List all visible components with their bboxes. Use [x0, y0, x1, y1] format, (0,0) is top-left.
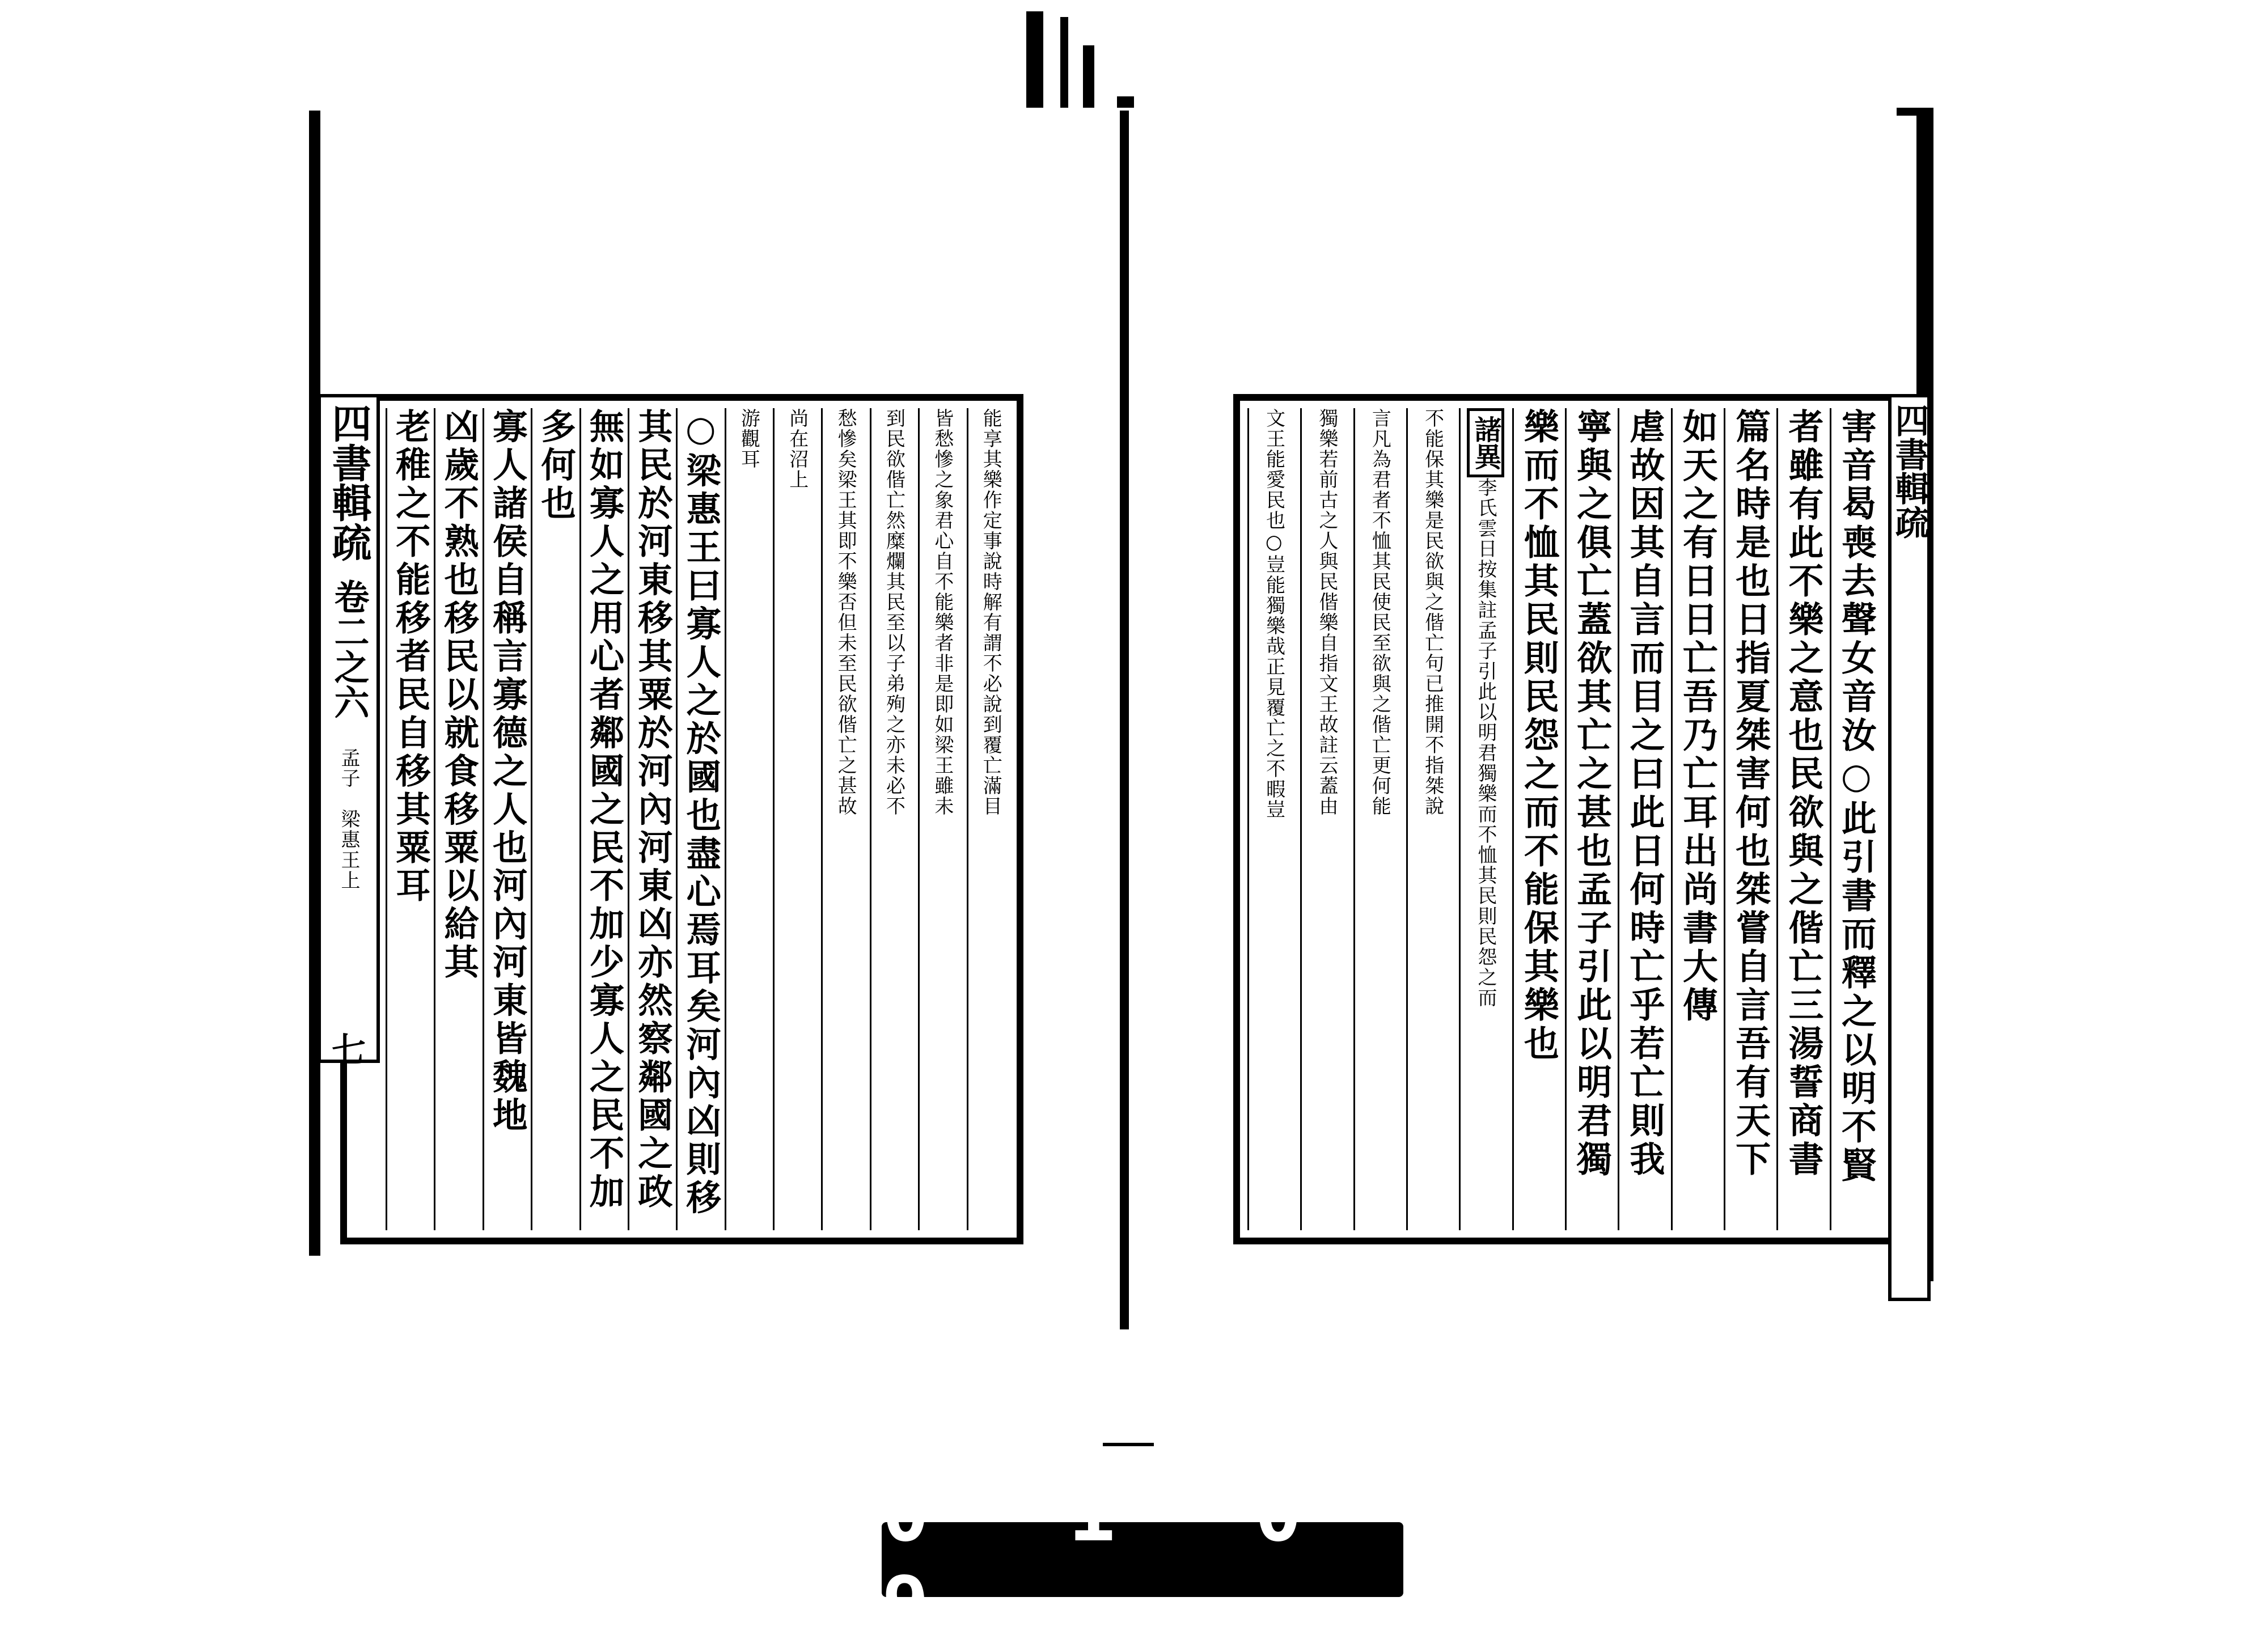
column-rule — [967, 408, 968, 1230]
commentary-text-column: 言凡為君者不恤其民使民至欲與之偕亡更何能 — [1368, 408, 1391, 816]
column-rule — [579, 408, 581, 1230]
column-rule — [870, 408, 871, 1230]
text-column — [1671, 408, 1724, 1230]
text-column — [773, 408, 821, 1230]
bottom-crease-mark — [1103, 1443, 1154, 1446]
top-fold-mark — [1026, 11, 1043, 108]
text-column — [1830, 408, 1882, 1230]
main-text-column: ○梁惠王曰寡人之於國也盡心焉耳矣河內凶則移 — [680, 408, 721, 1218]
commentary-text-column: 尚在沼上 — [785, 408, 809, 490]
text-column — [870, 408, 918, 1230]
column-rule — [1776, 408, 1778, 1230]
text-column — [725, 408, 773, 1230]
commentary-text-column: 皆愁慘之象君心自不能樂者非是即如梁王雖未 — [930, 408, 954, 816]
folio-number: 七 — [326, 1032, 366, 1066]
book-title-right: 四書輯疏 — [1889, 403, 1930, 539]
main-text-column: 老稚之不能移者民自移其粟耳 — [390, 408, 431, 906]
text-column — [1724, 408, 1776, 1230]
main-text-column: 害音曷喪去聲女音汝○此引書而釋之以明不賢 — [1835, 408, 1877, 1185]
main-text-column: 凶歲不熟也移民以就食移粟以給其 — [438, 408, 479, 982]
text-column — [386, 408, 434, 1230]
commentary-text-column: 不能保其樂是民欲與之偕亡句已推開不指桀說 — [1421, 408, 1444, 816]
text-column — [1353, 408, 1406, 1230]
column-rule — [821, 408, 823, 1230]
right-page-header-strip — [1888, 394, 1931, 1301]
text-column — [1406, 408, 1459, 1230]
volume-label: 卷二之六 — [328, 579, 370, 719]
commentary-text-column: 到民欲偕亡然糜爛其民至以子弟殉之亦未必不 — [882, 408, 905, 816]
text-column — [1512, 408, 1565, 1230]
column-rule — [1353, 408, 1355, 1230]
text-column — [1247, 408, 1300, 1230]
right-book-edge-top — [1897, 108, 1931, 116]
column-rule — [1406, 408, 1408, 1230]
text-column — [1300, 408, 1353, 1230]
annotation-label: 諸異 — [1467, 408, 1504, 477]
text-column — [1565, 408, 1618, 1230]
left-page-text — [386, 408, 1015, 1230]
main-text-column: 樂而不恤其民則民怨之而不能保其樂也 — [1518, 408, 1560, 1064]
commentary-text-column: 文王能愛民也○豈能獨樂哉正見覆亡之不暇豈 — [1262, 408, 1285, 820]
column-rule — [483, 408, 484, 1230]
column-rule — [1512, 408, 1514, 1230]
top-fold-mark — [1083, 45, 1094, 108]
main-text-column: 虐故因其自言而目之曰此日何時亡乎若亡則我 — [1623, 408, 1665, 1179]
main-text-column: 如天之有日日亡吾乃亡耳出尚書大傳 — [1677, 408, 1719, 1025]
column-rule — [628, 408, 629, 1230]
commentary-text-column: 愁慘矣梁王其即不樂否但未至民欲偕亡之甚故 — [834, 408, 857, 816]
column-rule — [1724, 408, 1725, 1230]
column-rule — [918, 408, 920, 1230]
text-column — [628, 408, 676, 1230]
top-fold-mark — [1060, 17, 1068, 108]
text-column — [1776, 408, 1829, 1230]
text-column — [531, 408, 579, 1230]
column-rule — [531, 408, 532, 1230]
column-rule — [386, 408, 387, 1230]
text-column — [483, 408, 531, 1230]
footer-reel-strip — [882, 1467, 1403, 1652]
column-rule — [725, 408, 726, 1230]
column-rule — [676, 408, 678, 1230]
text-column — [434, 408, 482, 1230]
text-column — [1459, 408, 1512, 1230]
main-text-column: 其民於河東移其粟於河內河東凶亦然察鄰國之政 — [632, 408, 673, 1212]
text-column — [1618, 408, 1670, 1230]
commentary-text-column: 能享其樂作定事說時解有謂不必說到覆亡滿目 — [979, 408, 1002, 816]
text-column — [821, 408, 869, 1230]
main-text-column: 多何也 — [535, 408, 576, 523]
commentary-text-column: 李氏雲日按集註孟子引此以明君獨樂而不恤其民則民怨之而 — [1474, 477, 1497, 1008]
center-gutter-line — [1120, 111, 1129, 1329]
folio-caption: 孟子 梁惠王上 — [337, 748, 360, 891]
column-rule — [1300, 408, 1302, 1230]
column-rule — [1247, 408, 1249, 1230]
column-rule — [773, 408, 775, 1230]
column-rule — [1618, 408, 1619, 1230]
footer-reel-number: 0 1 0 9 — [882, 1467, 1348, 1652]
column-rule — [1830, 408, 1831, 1230]
right-page-text — [1247, 408, 1882, 1230]
column-rule — [434, 408, 435, 1230]
column-rule — [1459, 408, 1461, 1230]
column-rule — [1671, 408, 1673, 1230]
main-text-column: 篇名時是也日指夏桀害何也桀嘗自言吾有天下 — [1729, 408, 1771, 1179]
commentary-text-column: 游觀耳 — [737, 408, 760, 469]
main-text-column: 者雖有此不樂之意也民欲與之偕亡三湯誓商書 — [1782, 408, 1824, 1179]
main-text-column: 寧與之俱亡蓋欲其亡之甚也孟子引此以明君獨 — [1571, 408, 1613, 1179]
book-title: 四書輯疏 — [325, 403, 373, 562]
top-fold-mark — [1117, 96, 1134, 108]
text-column — [918, 408, 966, 1230]
text-column — [676, 408, 724, 1230]
text-column — [967, 408, 1015, 1230]
column-rule — [1565, 408, 1567, 1230]
main-text-column: 無如寡人之用心者鄰國之民不加少寡人之民不加 — [583, 408, 624, 1212]
commentary-text-column: 獨樂若前古之人與民偕樂自指文王故註云蓋由 — [1315, 408, 1338, 816]
text-column — [579, 408, 628, 1230]
left-page-header-strip — [318, 394, 380, 1063]
main-text-column: 寡人諸侯自稱言寡德之人也河內河東皆魏地 — [486, 408, 528, 1135]
